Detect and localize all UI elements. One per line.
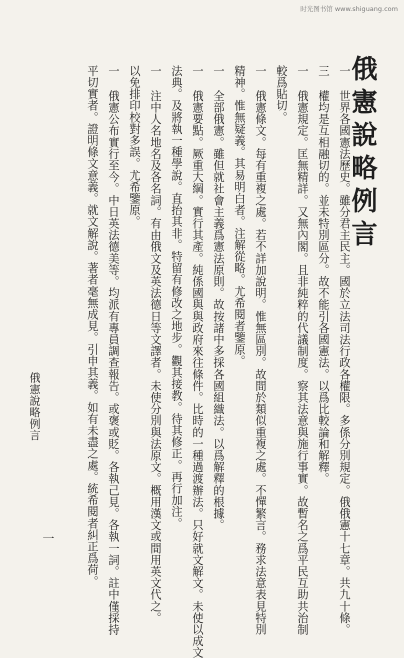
text-column: 以免排印校對多誤。尤希鑒原。	[128, 65, 141, 228]
text-column: 一 全部俄憲。雖但就社會主義爲憲法原則。故按諸中多採各國組織法。以爲解釋的根據。	[212, 65, 225, 531]
watermark: 时光图书馆 www.shiguang.com	[300, 5, 398, 13]
footer-title: 俄憲說略例言	[28, 372, 41, 441]
text-column: 精神。惟無疑義。其易明白者。注解從略。尤希閱者鑒原。	[233, 65, 246, 367]
text-column: 法典。及將執一種學說。直抬其非。特留有修改之地步。觀其接教。待其修正。再行加注。	[170, 65, 183, 529]
text-column: 一 俄憲要點。厥重大綱。實行其產。純係國與與政府來往條件。比時的一種過渡辦法。只好就文解文。未使以成文	[191, 65, 204, 658]
page-number: 一	[41, 532, 55, 544]
text-column: 一 俄憲規定。匡無精詳。又無內閣。且非純粹的代議制度。察其法意與施行事實。故暫名之爲平民互助共治制	[296, 65, 309, 636]
text-column: 一 俄憲公布實行至今。中日英法德美等。均派有專員調查報告。或褒或貶。各執己見。各執一詞。註中僅採持	[107, 65, 120, 636]
text-column: 一 世界各國憲法歷史。雖分君主民主。國於立法司法行政各權限。多係分別規定。俄俄憲十七章。共九十條。	[338, 65, 351, 636]
text-column: 較爲貼切。	[275, 65, 288, 123]
text-column: 平切實者。證明條文意義。就文解說。著者毫無成見。引申其義。如有未盡之處。統希閱者糾正爲荷。	[86, 65, 99, 587]
text-column: 一 注中人名地名及各名詞。有由俄文及英法德日等文譯者。未使分別與法原文。概用漢文或間用英文代之。	[149, 65, 162, 624]
page-title: 俄憲說略例言	[347, 55, 377, 253]
text-column: 一 俄憲條文。每有重複之處。若不詳加說明。惟無區別。故間於類似重複之處。不憚繁言。務求法意表見特別	[254, 65, 267, 636]
text-column: 三 權均是互相融切的。並未特別區分。故不能引各國憲法。以爲比較論和解釋。	[317, 65, 330, 485]
